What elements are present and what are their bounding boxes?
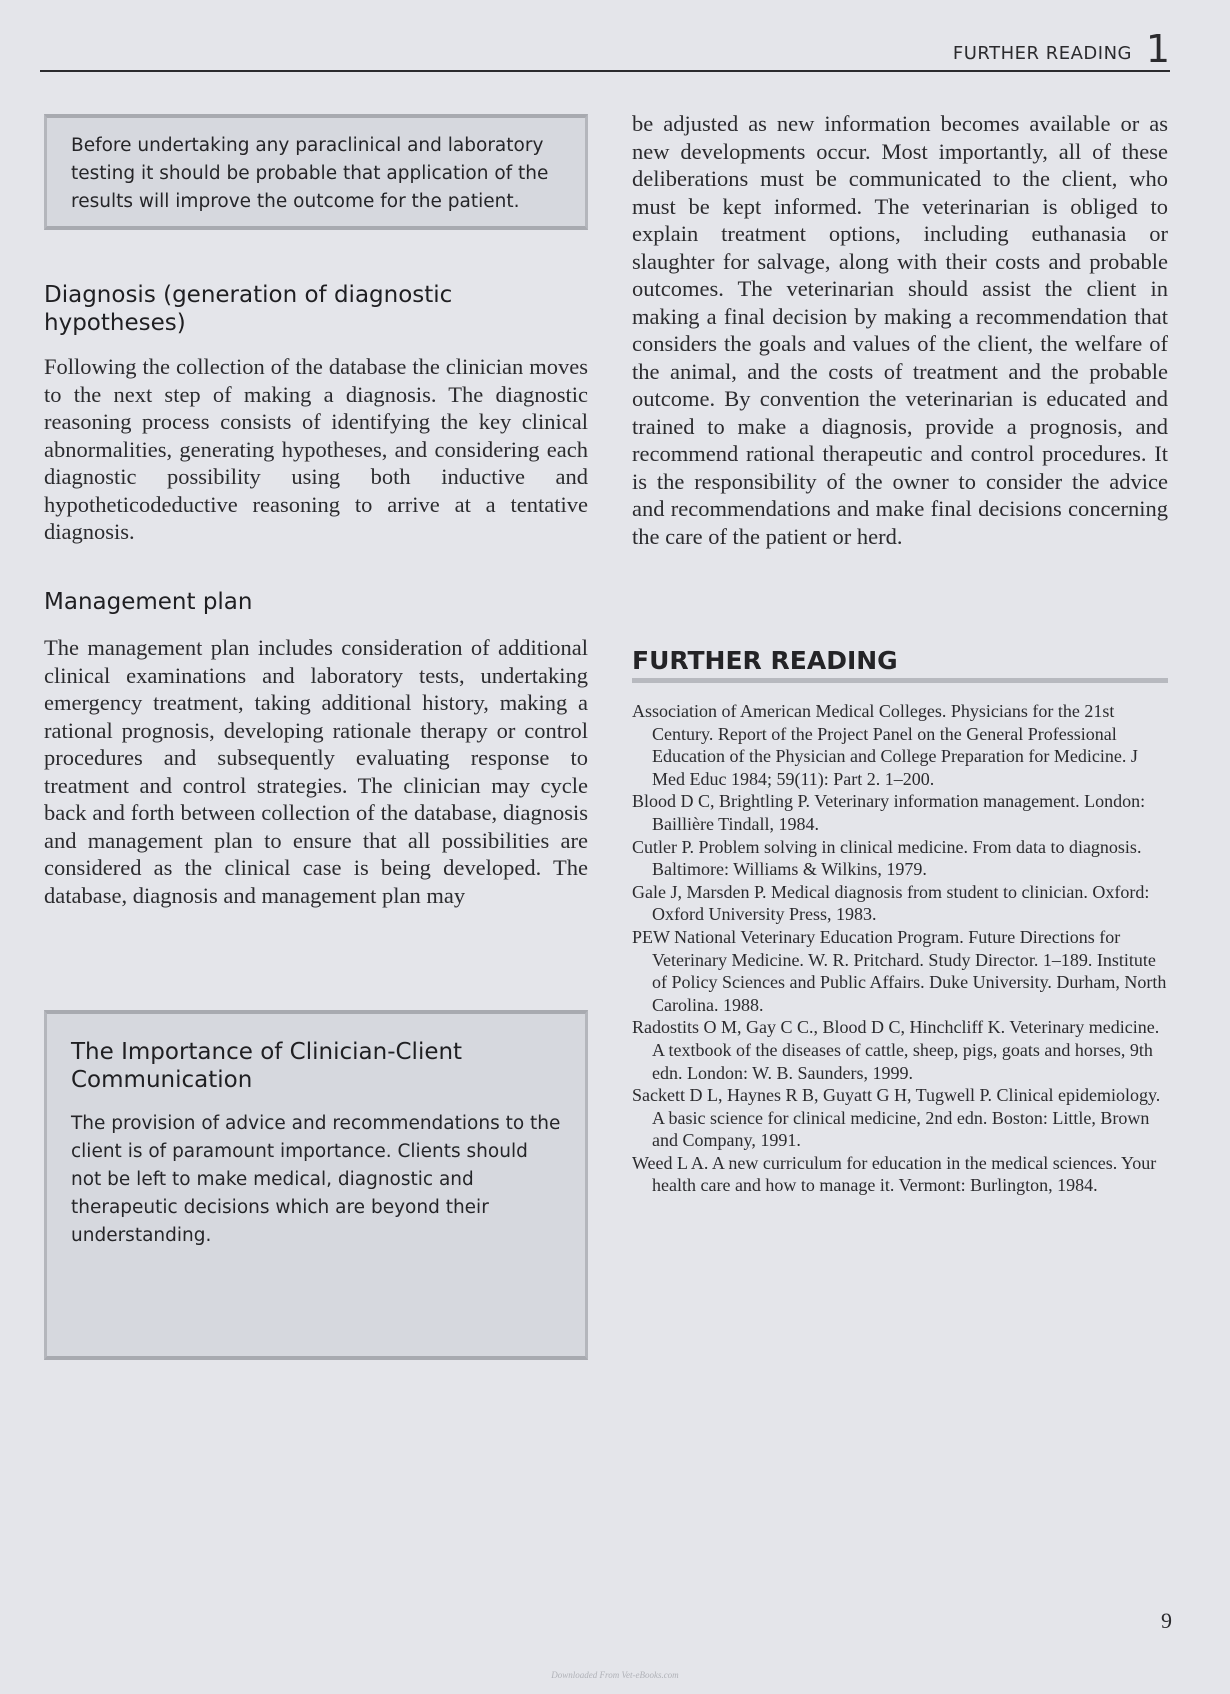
- reference-list: [632, 700, 1168, 1197]
- reference-item: PEW National Veterinary Education Program. Future Directions for Veterinary Medicine. W. R. Pritchard. Study Director. 1–189. Institute of Policy Sciences and Public Affairs. Duke University. Durham, North Carolina. 1988.: [632, 926, 1167, 1015]
- page-number: 9: [1161, 1608, 1172, 1633]
- callout-text: Before undertaking any paraclinical and laboratory testing it should be probable that application of the results will improve the outcome for the patient.: [71, 135, 549, 212]
- callout-box-testing: [44, 114, 588, 230]
- running-header: [40, 28, 1170, 72]
- reference-item: Association of American Medical Colleges. Physicians for the 21st Century. Report of the Project Panel on the General Professional Education of the Physician and College Preparation for Medicine. J Med Educ 1984; 59(11): Part 2. 1–200.: [632, 701, 1138, 789]
- reference-item: Radostits O M, Gay C C., Blood D C, Hinchcliff K. Veterinary medicine. A textbook of the diseases of cattle, sheep, pigs, goats and horses, 9th edn. London: W. B. Saunders, 1999.: [632, 1017, 1160, 1083]
- paragraph-continuation: be adjusted as new information becomes available or as new developments occur. Most importantly, all of these deliberations must be communicated to the client, who must be kept informed. The veterinarian is obliged to explain treatment options, including euthanasia or slaughter for salvage, along with their costs and probable outcomes. The veterinarian should assist the client in making a final decision by making a recommendation that considers the goals and values of the client, the welfare of the animal, and the costs of treatment and the probable outcome. By convention the veterinarian is educated and trained to make a diagnosis, provide a prognosis, and recommend rational therapeutic and control procedures. It is the responsibility of the owner to consider the advice and recommendations and make final decisions concerning the care of the patient or herd.: [632, 111, 1168, 549]
- chapter-number: 1: [1145, 27, 1170, 71]
- footer-watermark: Downloaded From Vet-eBooks.com: [551, 1670, 679, 1680]
- callout-text: The provision of advice and recommendations to the client is of paramount importance. Clients should not be left to make medical, diagnostic and therapeutic decisions which are beyond their understanding.: [71, 1113, 561, 1246]
- section-heading-management: Management plan: [44, 589, 253, 615]
- callout-heading: The Importance of Clinician-Client Communication: [71, 1039, 463, 1093]
- section-heading-diagnosis: Diagnosis (generation of diagnostic hypotheses): [44, 282, 453, 336]
- paragraph-diagnosis: Following the collection of the database the clinician moves to the next step of making a diagnosis. The diagnostic reasoning process consists of identifying the key clinical abnormalities, generating hypotheses, and considering each diagnostic possibility using both inductive and hypotheticodeductive reasoning to arrive at a tentative diagnosis.: [44, 354, 588, 544]
- reference-item: Cutler P. Problem solving in clinical medicine. From data to diagnosis. Baltimore: Williams & Wilkins, 1979.: [632, 836, 1142, 880]
- reference-item: Blood D C, Brightling P. Veterinary information management. London: Baillière Tindall, 1984.: [632, 791, 1146, 834]
- callout-box-communication: [44, 1010, 588, 1360]
- reference-item: Weed L A. A new curriculum for education in the medical sciences. Your health care and how to manage it. Vermont: Burlington, 1984.: [632, 1152, 1157, 1196]
- running-title: FURTHER READING: [952, 43, 1132, 64]
- paragraph-management: The management plan includes consideration of additional clinical examinations and laboratory tests, undertaking emergency treatment, taking additional history, making a rational prognosis, developing rationale therapy or control procedures and subsequently evaluating response to treatment and control strategies. The clinician may cycle back and forth between collection of the database, diagnosis and management plan to ensure that all possibilities are considered as the clinical case is being developed. The database, diagnosis and management plan may: [44, 635, 588, 908]
- further-reading-heading: FURTHER READING: [632, 646, 1168, 683]
- reference-item: Gale J, Marsden P. Medical diagnosis from student to clinician. Oxford: Oxford University Press, 1983.: [632, 881, 1150, 925]
- reference-item: Sackett D L, Haynes R B, Guyatt G H, Tugwell P. Clinical epidemiology. A basic science for clinical medicine, 2nd edn. Boston: Little, Brown and Company, 1991.: [632, 1085, 1161, 1151]
